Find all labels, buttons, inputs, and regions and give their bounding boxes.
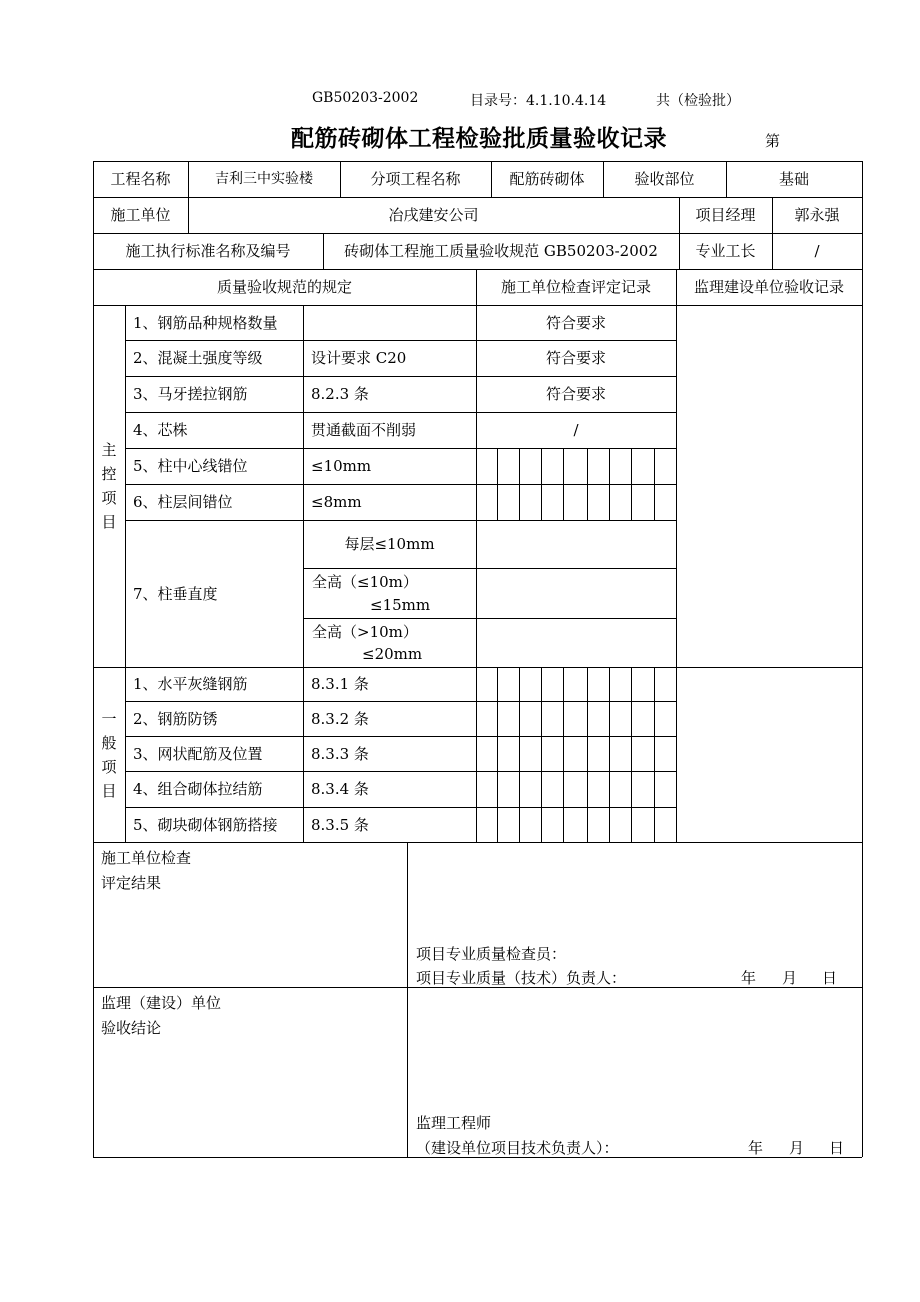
main-item-name: 1、钢筋品种规格数量 [133, 313, 278, 332]
owner-technical-label: （建设单位项目技术负责人）： [416, 1139, 619, 1157]
grid-line [497, 667, 498, 842]
day-label: 日 [829, 1139, 845, 1157]
main-item-spec: ≤8mm [311, 493, 362, 511]
verticality-total-high: 全高（>10m） [312, 623, 418, 641]
foreman-value: / [814, 242, 820, 260]
page-number-label: 第 [765, 132, 781, 150]
general-item-name: 2、钢筋防锈 [133, 709, 218, 728]
grid-line [609, 448, 610, 520]
main-item-result: 符合要求 [545, 313, 606, 332]
year-label: 年 [748, 1139, 764, 1157]
verticality-total-high-value: ≤20mm [362, 645, 423, 663]
main-item-result: 符合要求 [545, 349, 606, 367]
project-name-value: 吉利三中实验楼 [215, 170, 313, 187]
main-item-name: 2、混凝土强度等级 [133, 349, 263, 367]
verticality-total-low-value: ≤15mm [370, 596, 431, 614]
standard-value: 砖砌体工程施工质量验收规范 GB50203-2002 [344, 242, 658, 260]
grid-line [587, 448, 588, 520]
main-item-name: 4、芯株 [133, 421, 188, 439]
grid-line [303, 618, 676, 619]
standard-label: 施工执行标准名称及编号 [125, 242, 291, 260]
grid-line [609, 667, 610, 842]
main-item-spec: 8.2.3 条 [311, 385, 369, 403]
grid-line [631, 448, 632, 520]
page-title: 配筋砖砌体工程检验批质量验收记录 [291, 125, 667, 152]
grid-line [541, 667, 542, 842]
sub-project-label: 分项工程名称 [370, 170, 461, 188]
general-item-spec: 8.3.3 条 [311, 744, 369, 763]
grid-line [519, 667, 520, 842]
supervisor-result-label-2: 验收结论 [101, 1019, 162, 1037]
main-item-name: 3、马牙搓拉钢筋 [133, 385, 248, 403]
general-item-name: 3、网状配筋及位置 [133, 744, 263, 763]
supervisor-check-header: 监理建设单位验收记录 [693, 278, 844, 296]
general-item-spec: 8.3.2 条 [311, 709, 369, 728]
grid-line [862, 161, 863, 1157]
main-item-result: / [573, 421, 579, 439]
day-label: 日 [822, 969, 838, 987]
grid-line [676, 269, 677, 842]
grid-line [654, 448, 655, 520]
general-items-label: 一 般 项 目 [101, 709, 117, 800]
supervisor-result-label: 监理（建设）单位 [101, 994, 222, 1012]
grid-line [654, 667, 655, 842]
inspection-part-value: 基础 [778, 170, 809, 188]
contractor-result-label-2: 评定结果 [101, 874, 162, 892]
contractor-check-header: 施工单位检查评定记录 [500, 278, 651, 296]
main-item-result: 符合要求 [545, 385, 606, 403]
manager-label: 项目经理 [695, 206, 756, 224]
quality-inspector-label: 项目专业质量检查员： [416, 945, 567, 963]
spec-column-header: 质量验收规范的规定 [216, 278, 352, 296]
inspection-part-label: 验收部位 [634, 170, 695, 188]
manager-value: 郭永强 [794, 206, 840, 224]
main-item-spec: ≤10mm [311, 457, 372, 475]
contractor-result-label: 施工单位检查 [101, 849, 192, 867]
general-item-name: 5、砌块砌体钢筋搭接 [133, 815, 278, 834]
main-item-spec [303, 305, 476, 340]
general-item-spec: 8.3.1 条 [311, 675, 369, 693]
grid-line [303, 568, 676, 569]
grid-line [93, 842, 862, 843]
main-item-spec: 设计要求 C20 [311, 349, 407, 367]
main-items-label: 主 控 项 目 [101, 441, 117, 531]
verticality-per-floor: 每层≤10mm [344, 535, 435, 553]
general-item-name: 4、组合砌体拉结筋 [133, 780, 263, 798]
grid-line [519, 448, 520, 520]
grid-line [587, 667, 588, 842]
general-item-spec: 8.3.5 条 [311, 815, 369, 834]
main-item-spec: 贯通截面不削弱 [311, 421, 417, 439]
foreman-label: 专业工长 [695, 242, 756, 260]
standard-code: GB50203-2002 [312, 90, 419, 106]
month-label: 月 [782, 969, 798, 987]
main-item-name: 7、柱垂直度 [133, 584, 218, 603]
grid-line [563, 448, 564, 520]
sub-project-value: 配筋砖砌体 [509, 170, 585, 188]
catalog-number: 目录号：4.1.10.4.14 [470, 93, 607, 109]
general-item-name: 1、水平灰缝钢筋 [133, 675, 248, 693]
grid-line [407, 842, 408, 1157]
contractor-label: 施工单位 [110, 206, 171, 224]
batch-total: 共（检验批） [656, 93, 740, 109]
supervising-engineer-label: 监理工程师 [416, 1114, 492, 1132]
main-item-name: 6、柱层间错位 [133, 493, 233, 511]
month-label: 月 [789, 1139, 805, 1157]
grid-line [541, 448, 542, 520]
grid-line [563, 667, 564, 842]
project-name-label: 工程名称 [110, 170, 171, 188]
contractor-value: 冶戌建安公司 [388, 206, 479, 224]
main-item-name: 5、柱中心线错位 [133, 457, 248, 475]
grid-line [631, 667, 632, 842]
grid-line [497, 448, 498, 520]
year-label: 年 [741, 969, 757, 987]
verticality-total-low: 全高（≤10m） [312, 573, 418, 591]
general-item-spec: 8.3.4 条 [311, 780, 369, 798]
quality-responsible-label: 项目专业质量（技术）负责人： [416, 969, 627, 987]
